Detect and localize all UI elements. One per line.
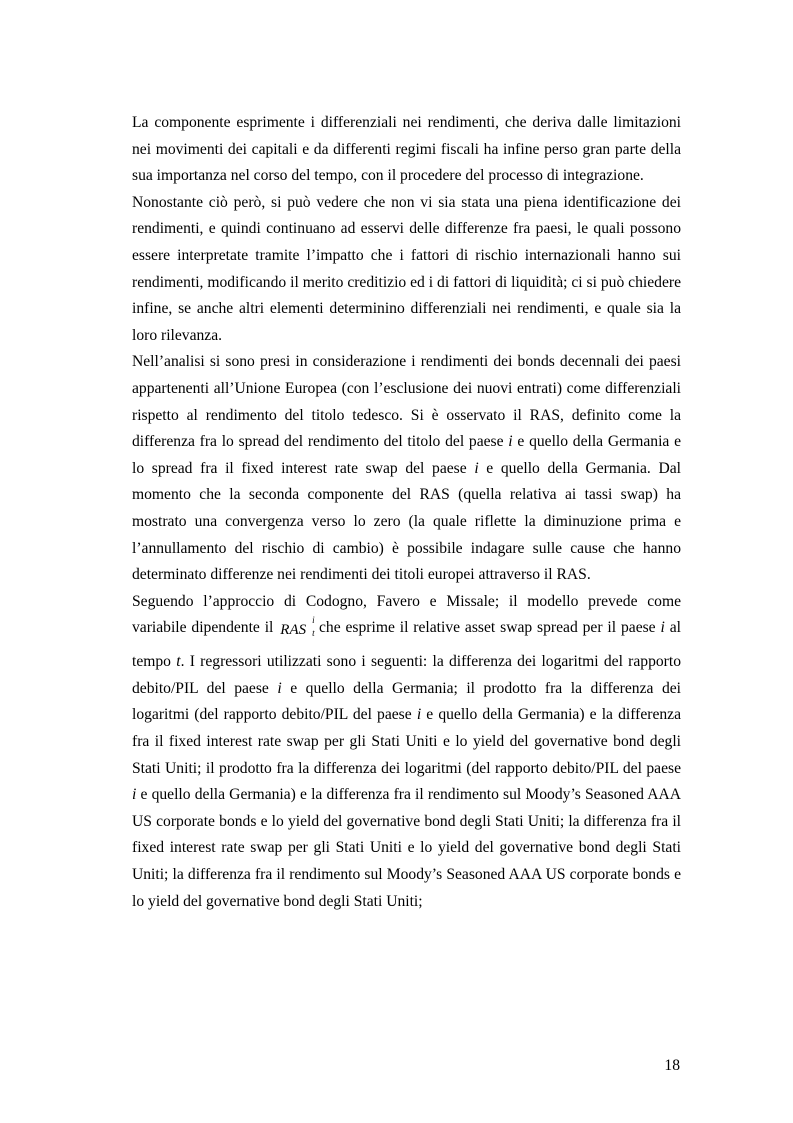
paragraph-4-text-b: che esprime il relative asset swap spread per il paese — [314, 619, 661, 637]
ras-formula — [280, 615, 315, 639]
paragraph-4 — [132, 589, 681, 916]
italic-i: i — [277, 679, 282, 697]
paragraph-1: La componente esprimente i differenziali nei rendimenti, che deriva dalle limitazioni nei movimenti dei capitali e da differenti regimi fiscali ha infine perso gran parte della sua importanza nel corso del tempo, con il procedere del processo di integrazione. — [132, 114, 681, 185]
paragraph-3-text-a: Nell’analisi si sono presi in considerazione i rendimenti dei bonds decennali dei paesi appartenenti all’Unione Europea (con l’esclusione dei nuovi entrati) come differenziali rispetto al rendimento del titolo tedesco. Si è osservato il RAS, definito come la differenza fra lo spread del rendimento del titolo del paese — [132, 353, 681, 451]
paragraph-4-text-g: e quello della Germania) e la differenza fra il rendimento sul Moody’s Seasoned AAA US corporate bonds e lo yield del governative bond degli Stati Uniti; la differenza fra il fixed interest rate swap per gli Stati Uniti e lo yield del governative bond degli Stati Uniti; la differenza fra il rendimento sul Moody’s Seasoned AAA US corporate bonds e lo yield del governative bond degli Stati Uniti; — [132, 786, 681, 910]
paragraph-3-text-b: e quello della Germania e lo spread fra il fixed interest rate swap del paese — [132, 433, 682, 477]
italic-i: i — [132, 786, 137, 804]
paragraph-4-text-a: Seguendo l’approccio di Codogno, Favero e Missale; il modello prevede come variabile dipendente il — [132, 592, 681, 637]
italic-i: i — [508, 433, 513, 451]
ras-superscript: i — [312, 615, 315, 626]
paragraph-3 — [132, 349, 681, 588]
italic-i: i — [660, 619, 665, 637]
page-number: 18 — [664, 1057, 680, 1074]
document-body — [132, 110, 681, 915]
paragraph-4-text-c: al tempo — [132, 619, 681, 671]
paragraph-4-text-f: e quello della Germania) e la differenza fra il fixed interest rate swap per gli Stati Uniti e lo yield del governative bond degli Stati Uniti; il prodotto fra la differenza dei logaritmi (del rapporto debito/PIL del paese — [132, 706, 681, 777]
italic-t: t — [176, 653, 181, 671]
italic-i: i — [416, 706, 422, 724]
paragraph-2: Nonostante ciò però, si può vedere che non vi sia stata una piena identificazione dei rendimenti, e quindi continuano ad esservi delle differenze fra paesi, le quali possono essere interpretate tramite l’impatto che i fattori di rischio internazionali hanno sui rendimenti, modificando il merito creditizio ed i di fattori di liquidità; ci si può chiedere infine, se anche altri elementi determinino differenziali nei rendimenti, e quale sia la loro rilevanza. — [132, 193, 681, 344]
ras-subscript: t — [312, 628, 315, 639]
paragraph-4-text-e: e quello della Germania; il prodotto fra la differenza dei logaritmi (del rapporto debito/PIL del paese — [132, 679, 681, 724]
paragraph-4-text-d: . I regressori utilizzati sono i seguenti: la differenza dei logaritmi del rapporto debito/PIL del paese — [132, 653, 681, 697]
paragraph-3-text-c: e quello della Germania. Dal momento che la seconda componente del RAS (quella relativa ai tassi swap) ha mostrato una convergenza verso lo zero (la quale riflette la diminuzione prima e l’annullamento del rischio di cambio) è possibile indagare sulle cause che hanno determinato differenze nei rendimenti dei titoli europei attraverso il RAS. — [132, 459, 681, 584]
italic-i: i — [474, 459, 479, 477]
ras-base: RAS — [280, 622, 307, 639]
